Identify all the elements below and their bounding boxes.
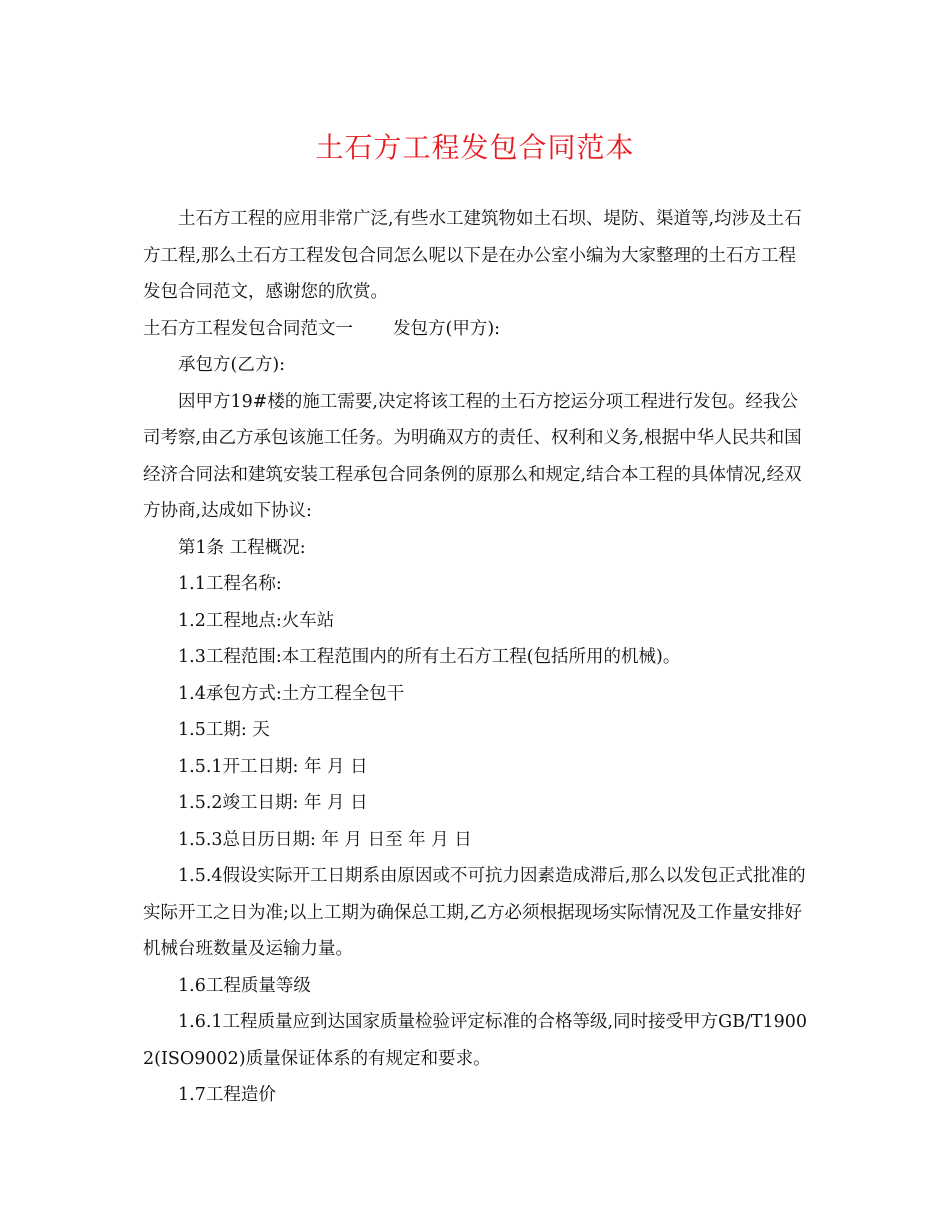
clause-1-4: 1.4承包方式:土方工程全包干 xyxy=(178,683,405,704)
clause-1-5-4: 1.5.4假设实际开工日期系由原因或不可抗力因素造成滞后,那么以发包正式批准的实际开工之日为准;以上工期为确保总工期,乙方必须根据现场实际情况及工作量安排好机械台班数量及运输力量。 xyxy=(143,866,806,959)
clause-1-6-1: 1.6.1工程质量应到达国家质量检验评定标准的合格等级,同时接受甲方GB/T19002(ISO9002)质量保证体系的有规定和要求。 xyxy=(143,1012,808,1069)
clause-1-5-1: 1.5.1开工日期: 年 月 日 xyxy=(178,756,368,777)
section-heading: 土石方工程发包合同范文一 xyxy=(143,318,353,339)
clause-1-2: 1.2工程地点:火车站 xyxy=(178,610,335,631)
article-1-heading: 第1条 工程概况: xyxy=(178,537,306,558)
clause-1-5: 1.5工期: 天 xyxy=(178,720,270,740)
section-heading-line xyxy=(143,311,811,348)
intro-paragraph: 土石方工程的应用非常广泛,有些水工建筑物如土石坝、堤防、渠道等,均涉及土石方工程,那么土石方工程发包合同怎么呢以下是在办公室小编为大家整理的土石方工程发包合同范文，感谢您的欣赏。 xyxy=(143,209,802,302)
clause-1-7: 1.7工程造价 xyxy=(178,1085,276,1105)
document-title: 土石方工程发包合同范本 xyxy=(315,131,635,164)
party-a-label: 发包方(甲方): xyxy=(393,318,501,339)
clause-1-5-3: 1.5.3总日历日期: 年 月 日至 年 月 日 xyxy=(178,829,472,850)
preamble-paragraph: 因甲方19#楼的施工需要,决定将该工程的土石方挖运分项工程进行发包。经我公司考察,由乙方承包该施工任务。为明确双方的责任、权利和义务,根据中华人民共和国经济合同法和建筑安装工程承包合同条例的原那么和规定,结合本工程的具体情况,经双方协商,达成如下协议: xyxy=(143,391,802,521)
party-b-label: 承包方(乙方): xyxy=(178,355,286,375)
clause-1-1: 1.1工程名称: xyxy=(178,574,282,594)
clause-1-5-2: 1.5.2竣工日期: 年 月 日 xyxy=(178,793,368,813)
document-body xyxy=(143,201,811,1114)
clause-1-3: 1.3工程范围:本工程范围内的所有土石方工程(包括所用的机械)。 xyxy=(178,647,681,667)
clause-1-6: 1.6工程质量等级 xyxy=(178,975,311,996)
